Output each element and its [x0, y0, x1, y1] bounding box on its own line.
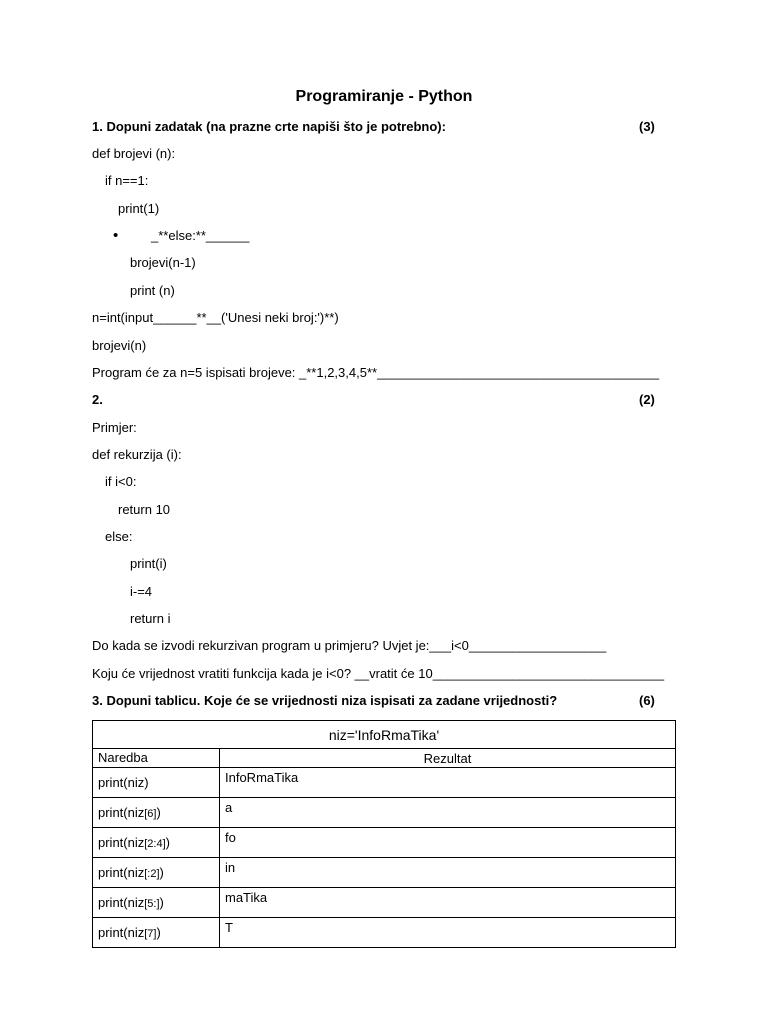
command-index: [6]	[144, 808, 157, 820]
q2-question-1: Do kada se izvodi rekurzivan program u primjeru? Uvjet je:___i<0___________________	[92, 638, 607, 653]
q2-question-2: Koju će vrijednost vratiti funkcija kada je i<0? __vratit će 10________________________________	[92, 666, 665, 681]
q1-code-line: _**else:**______	[151, 228, 250, 243]
command-index: [2:4]	[144, 838, 166, 850]
command-cell	[93, 828, 220, 858]
result-cell: in	[220, 858, 676, 888]
table-row	[93, 888, 676, 918]
q3-heading: 3. Dopuni tablicu. Koje će se vrijednosti niza ispisati za zadane vrijednosti?	[92, 693, 558, 708]
result-cell: fo	[220, 828, 676, 858]
table-row	[93, 798, 676, 828]
command-close: )	[159, 865, 164, 880]
q1-answer: Program će za n=5 ispisati brojeve: _**1,2,3,4,5**_______________________________________	[92, 365, 660, 380]
command-cell	[93, 798, 220, 828]
command-index: [:2]	[144, 868, 160, 880]
command-text: print(niz	[98, 925, 145, 940]
q2-code-line: def rekurzija (i):	[92, 447, 182, 462]
q2-code-line: else:	[105, 529, 133, 544]
command-cell	[93, 918, 220, 948]
column-header-command: Naredba	[93, 749, 220, 768]
bullet-icon: •	[113, 227, 119, 244]
result-cell: T	[220, 918, 676, 948]
result-cell: InfoRmaTika	[220, 768, 676, 798]
command-cell	[93, 768, 220, 798]
q2-code-line: print(i)	[130, 556, 167, 571]
command-cell	[93, 858, 220, 888]
table-caption: niz='InfoRmaTika'	[93, 721, 676, 749]
table-row	[93, 768, 676, 798]
q1-code-line: brojevi(n)	[92, 338, 147, 353]
q1-code-line: brojevi(n-1)	[130, 255, 196, 270]
command-text: print(niz)	[98, 775, 149, 790]
command-index: [5:]	[144, 898, 160, 910]
q2-code-line: if i<0:	[105, 474, 137, 489]
column-header-result: Rezultat	[220, 749, 676, 768]
command-index: [7]	[144, 928, 157, 940]
q2-points: (2)	[639, 392, 655, 407]
page-title: Programiranje - Python	[295, 88, 473, 105]
command-close: )	[159, 895, 164, 910]
command-text: print(niz	[98, 835, 145, 850]
command-text: print(niz	[98, 895, 145, 910]
command-text: print(niz	[98, 805, 145, 820]
result-cell: a	[220, 798, 676, 828]
command-text: print(niz	[98, 865, 145, 880]
q1-points: (3)	[639, 119, 655, 134]
command-close: )	[156, 805, 161, 820]
q2-intro: Primjer:	[92, 420, 137, 435]
q1-code-line: n=int(input______**__('Unesi neki broj:')**)	[92, 310, 339, 325]
q2-code-line: return 10	[118, 502, 171, 517]
table-row	[93, 858, 676, 888]
command-cell	[93, 888, 220, 918]
result-table	[92, 720, 676, 948]
command-close: )	[165, 835, 170, 850]
q1-code-line: print (n)	[130, 283, 175, 298]
command-close: )	[156, 925, 161, 940]
table-row	[93, 918, 676, 948]
table-row	[93, 828, 676, 858]
q1-code-line: def brojevi (n):	[92, 146, 176, 161]
q1-code-line: print(1)	[118, 201, 160, 216]
q3-points: (6)	[639, 693, 655, 708]
q2-code-line: i-=4	[130, 584, 153, 599]
q1-heading: 1. Dopuni zadatak (na prazne crte napiši što je potrebno):	[92, 119, 446, 134]
result-cell: maTika	[220, 888, 676, 918]
q1-code-line: if n==1:	[105, 173, 149, 188]
q2-heading: 2.	[92, 392, 103, 407]
q2-code-line: return i	[130, 611, 171, 626]
